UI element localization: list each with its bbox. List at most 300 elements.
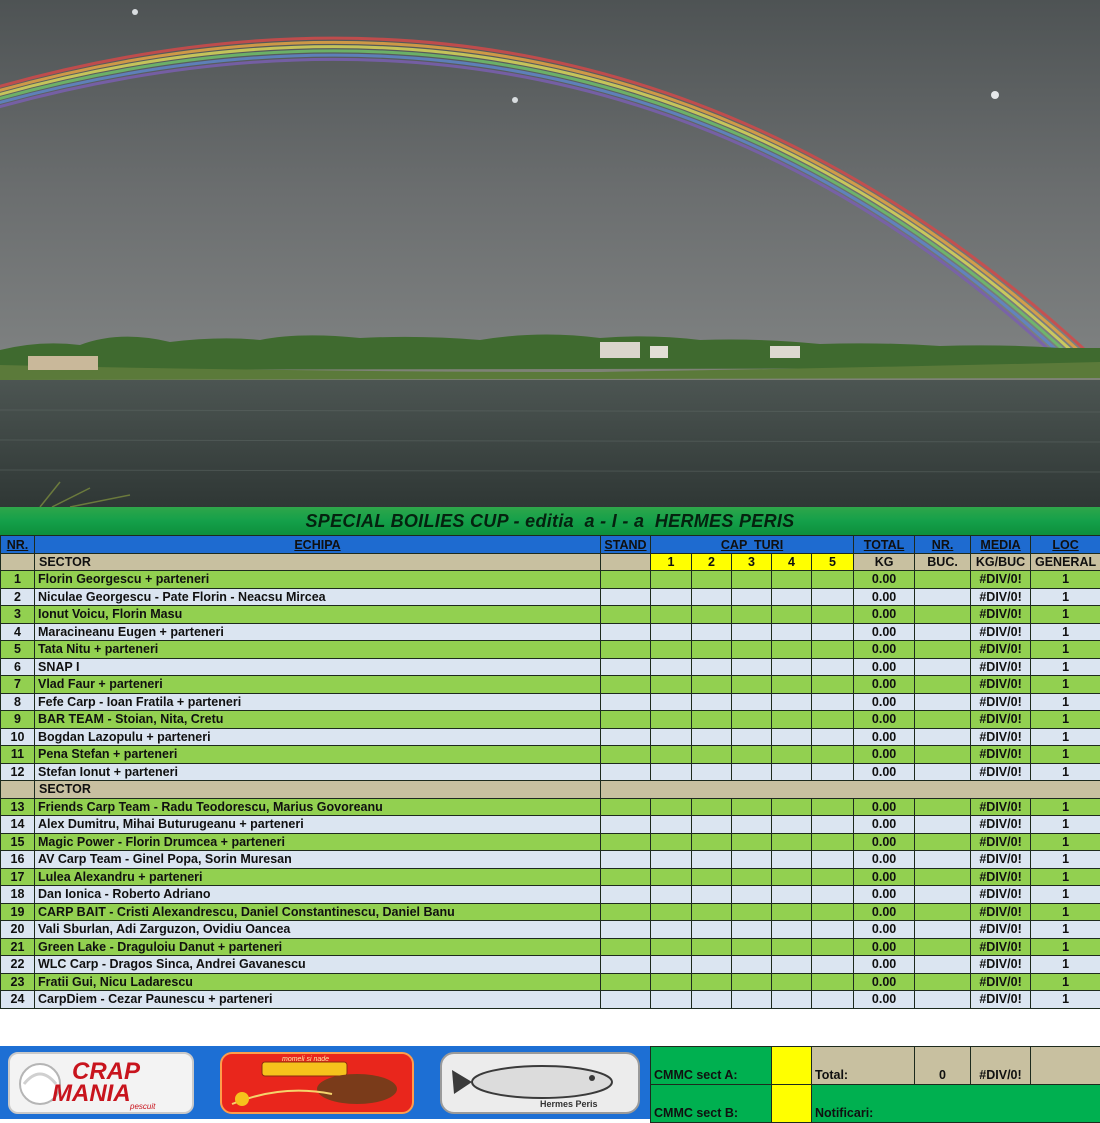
media-cell: #DIV/0!	[971, 676, 1031, 694]
stand-cell	[601, 973, 651, 991]
loc-cell: 1	[1031, 921, 1100, 939]
media-cell: #DIV/0!	[971, 921, 1031, 939]
team-name: Pena Stefan + parteneri	[35, 746, 601, 764]
turn-1-cell	[651, 816, 692, 834]
stand-cell	[601, 693, 651, 711]
buc-cell	[915, 903, 971, 921]
crap-mania-word-2: MANIA	[52, 1080, 131, 1107]
turn-5-cell	[812, 938, 854, 956]
turn-5-cell	[812, 833, 854, 851]
team-name: Fefe Carp - Ioan Fratila + parteneri	[35, 693, 601, 711]
team-number: 12	[1, 763, 35, 781]
header-row	[1, 536, 1100, 554]
turn-2-cell	[692, 868, 732, 886]
turn-2-cell	[692, 851, 732, 869]
media-cell: #DIV/0!	[971, 833, 1031, 851]
turn-1-cell	[651, 746, 692, 764]
turn-2-cell	[692, 623, 732, 641]
total-kg-cell: 0.00	[854, 868, 915, 886]
loc-cell: 1	[1031, 658, 1100, 676]
subheader-buc: BUC.	[915, 553, 971, 571]
table-row	[1, 816, 1100, 834]
turn-1-cell	[651, 588, 692, 606]
team-name: Lulea Alexandru + parteneri	[35, 868, 601, 886]
turn-1: 1	[651, 553, 692, 571]
media-cell: #DIV/0!	[971, 746, 1031, 764]
media-cell: #DIV/0!	[971, 571, 1031, 589]
turn-5-cell	[812, 588, 854, 606]
notificari-label: Notificari:	[812, 1085, 1100, 1123]
turn-3-cell	[732, 991, 772, 1009]
buc-cell	[915, 868, 971, 886]
turn-4-cell	[772, 746, 812, 764]
turn-2-cell	[692, 886, 732, 904]
team-name: WLC Carp - Dragos Sinca, Andrei Gavanescu	[35, 956, 601, 974]
stand-cell	[601, 746, 651, 764]
team-name: Ionut Voicu, Florin Masu	[35, 606, 601, 624]
table-row	[1, 921, 1100, 939]
turn-4-cell	[772, 658, 812, 676]
turn-3-cell	[732, 851, 772, 869]
subheader-row	[1, 553, 1100, 571]
summary-row-a	[651, 1047, 1100, 1085]
turn-3-cell	[732, 676, 772, 694]
buc-cell	[915, 816, 971, 834]
stand-cell	[601, 851, 651, 869]
sector-a-rows	[1, 571, 1100, 781]
team-name: CarpDiem - Cezar Paunescu + parteneri	[35, 991, 601, 1009]
media-cell: #DIV/0!	[971, 658, 1031, 676]
turn-5-cell	[812, 956, 854, 974]
turn-2: 2	[692, 553, 732, 571]
turn-1-cell	[651, 623, 692, 641]
turn-2-cell	[692, 763, 732, 781]
turn-3-cell	[732, 973, 772, 991]
turn-2-cell	[692, 641, 732, 659]
media-cell: #DIV/0!	[971, 903, 1031, 921]
turn-3-cell	[732, 746, 772, 764]
table-row	[1, 676, 1100, 694]
buc-cell	[915, 833, 971, 851]
loc-cell: 1	[1031, 571, 1100, 589]
stand-cell	[601, 588, 651, 606]
table-row	[1, 886, 1100, 904]
crap-mania-word-1: CRAP	[72, 1058, 141, 1085]
turn-4-cell	[772, 921, 812, 939]
turn-4: 4	[772, 553, 812, 571]
turn-1-cell	[651, 886, 692, 904]
team-number: 8	[1, 693, 35, 711]
team-number: 19	[1, 903, 35, 921]
buc-cell	[915, 641, 971, 659]
team-number: 14	[1, 816, 35, 834]
loc-cell: 1	[1031, 746, 1100, 764]
turn-4-cell	[772, 938, 812, 956]
team-number: 16	[1, 851, 35, 869]
buc-cell	[915, 728, 971, 746]
table-row	[1, 728, 1100, 746]
team-name: Friends Carp Team - Radu Teodorescu, Marius Govoreanu	[35, 798, 601, 816]
total-kg-cell: 0.00	[854, 728, 915, 746]
turn-5-cell	[812, 676, 854, 694]
table-row	[1, 623, 1100, 641]
total-kg-cell: 0.00	[854, 938, 915, 956]
team-name: Fratii Gui, Nicu Ladarescu	[35, 973, 601, 991]
turn-5-cell	[812, 641, 854, 659]
turn-3-cell	[732, 833, 772, 851]
total-kg-cell: 0.00	[854, 886, 915, 904]
turn-2-cell	[692, 606, 732, 624]
buc-cell	[915, 676, 971, 694]
stand-cell	[601, 833, 651, 851]
loc-cell: 1	[1031, 763, 1100, 781]
buc-cell	[915, 921, 971, 939]
turn-4-cell	[772, 606, 812, 624]
team-name: SNAP I	[35, 658, 601, 676]
table-row	[1, 956, 1100, 974]
team-number: 11	[1, 746, 35, 764]
turn-2-cell	[692, 903, 732, 921]
header-media: MEDIA	[971, 536, 1031, 554]
team-name: Niculae Georgescu - Pate Florin - Neacsu Mircea	[35, 588, 601, 606]
turn-2-cell	[692, 746, 732, 764]
table-row	[1, 833, 1100, 851]
total-kg-cell: 0.00	[854, 798, 915, 816]
table-row	[1, 658, 1100, 676]
loc-cell: 1	[1031, 956, 1100, 974]
team-name: CARP BAIT - Cristi Alexandrescu, Daniel Constantinescu, Daniel Banu	[35, 903, 601, 921]
total-kg: 0	[915, 1047, 971, 1085]
turn-1-cell	[651, 973, 692, 991]
header-echipa: ECHIPA	[35, 536, 601, 554]
team-name: Vali Sburlan, Adi Zarguzon, Ovidiu Oancea	[35, 921, 601, 939]
stand-cell	[601, 798, 651, 816]
stand-cell	[601, 921, 651, 939]
turn-1-cell	[651, 851, 692, 869]
sector-b-row	[1, 781, 1100, 799]
turn-5-cell	[812, 921, 854, 939]
turn-5-cell	[812, 798, 854, 816]
team-name: BAR TEAM - Stoian, Nita, Cretu	[35, 711, 601, 729]
turn-1-cell	[651, 921, 692, 939]
buc-cell	[915, 851, 971, 869]
turn-1-cell	[651, 763, 692, 781]
header-loc: LOC	[1031, 536, 1100, 554]
turn-4-cell	[772, 886, 812, 904]
turn-2-cell	[692, 658, 732, 676]
turn-3-cell	[732, 588, 772, 606]
turn-3-cell	[732, 921, 772, 939]
buc-cell	[915, 886, 971, 904]
turn-3-cell	[732, 693, 772, 711]
turn-5: 5	[812, 553, 854, 571]
team-number: 21	[1, 938, 35, 956]
turn-5-cell	[812, 623, 854, 641]
hermes-peris-label: Hermes Peris	[540, 1099, 598, 1109]
turn-2-cell	[692, 711, 732, 729]
stab-baits-logo	[220, 1052, 414, 1114]
buc-cell	[915, 798, 971, 816]
subheader-blank	[1, 553, 35, 571]
table-row	[1, 711, 1100, 729]
media-cell: #DIV/0!	[971, 868, 1031, 886]
turn-1-cell	[651, 868, 692, 886]
turn-4-cell	[772, 956, 812, 974]
buc-cell	[915, 991, 971, 1009]
cmmc-sect-a-value	[772, 1047, 812, 1085]
turn-2-cell	[692, 588, 732, 606]
hero-photo	[0, 0, 1100, 507]
buc-cell	[915, 746, 971, 764]
turn-1-cell	[651, 798, 692, 816]
stand-cell	[601, 606, 651, 624]
loc-cell: 1	[1031, 973, 1100, 991]
turn-4-cell	[772, 833, 812, 851]
team-name: Maracineanu Eugen + parteneri	[35, 623, 601, 641]
team-number: 13	[1, 798, 35, 816]
loc-cell: 1	[1031, 991, 1100, 1009]
turn-5-cell	[812, 973, 854, 991]
loc-cell: 1	[1031, 833, 1100, 851]
table-row	[1, 571, 1100, 589]
total-kg-cell: 0.00	[854, 676, 915, 694]
loc-cell: 1	[1031, 676, 1100, 694]
buc-cell	[915, 711, 971, 729]
team-name: Stefan Ionut + parteneri	[35, 763, 601, 781]
total-loc-blank	[1031, 1047, 1100, 1085]
team-number: 3	[1, 606, 35, 624]
subheader-kg: KG	[854, 553, 915, 571]
total-kg-cell: 0.00	[854, 693, 915, 711]
subheader-stand-blank	[601, 553, 651, 571]
total-kg-cell: 0.00	[854, 763, 915, 781]
turn-5-cell	[812, 693, 854, 711]
turn-3-cell	[732, 798, 772, 816]
buc-cell	[915, 956, 971, 974]
turn-5-cell	[812, 658, 854, 676]
team-number: 24	[1, 991, 35, 1009]
table-row	[1, 903, 1100, 921]
turn-1-cell	[651, 833, 692, 851]
table-row	[1, 798, 1100, 816]
table-row	[1, 991, 1100, 1009]
turn-2-cell	[692, 956, 732, 974]
team-number: 9	[1, 711, 35, 729]
turn-4-cell	[772, 623, 812, 641]
buc-cell	[915, 623, 971, 641]
buc-cell	[915, 973, 971, 991]
media-cell: #DIV/0!	[971, 973, 1031, 991]
turn-4-cell	[772, 763, 812, 781]
turn-4-cell	[772, 973, 812, 991]
stand-cell	[601, 938, 651, 956]
total-kg-cell: 0.00	[854, 921, 915, 939]
turn-3-cell	[732, 623, 772, 641]
team-number: 20	[1, 921, 35, 939]
header-stand: STAND	[601, 536, 651, 554]
turn-3-cell	[732, 956, 772, 974]
turn-5-cell	[812, 816, 854, 834]
team-name: Magic Power - Florin Drumcea + parteneri	[35, 833, 601, 851]
stand-cell	[601, 711, 651, 729]
turn-5-cell	[812, 571, 854, 589]
turn-2-cell	[692, 833, 732, 851]
turn-1-cell	[651, 938, 692, 956]
team-name: Vlad Faur + parteneri	[35, 676, 601, 694]
media-cell: #DIV/0!	[971, 763, 1031, 781]
turn-5-cell	[812, 886, 854, 904]
total-kg-cell: 0.00	[854, 711, 915, 729]
loc-cell: 1	[1031, 588, 1100, 606]
turn-1-cell	[651, 571, 692, 589]
turn-1-cell	[651, 956, 692, 974]
title-band	[0, 507, 1100, 535]
team-number: 2	[1, 588, 35, 606]
turn-5-cell	[812, 711, 854, 729]
turn-4-cell	[772, 676, 812, 694]
table-row	[1, 746, 1100, 764]
media-cell: #DIV/0!	[971, 938, 1031, 956]
media-cell: #DIV/0!	[971, 728, 1031, 746]
turn-4-cell	[772, 868, 812, 886]
crap-mania-tagline: pescuit	[129, 1102, 156, 1111]
buc-cell	[915, 658, 971, 676]
cmmc-sect-b-label: CMMC sect B:	[651, 1085, 772, 1123]
media-cell: #DIV/0!	[971, 711, 1031, 729]
table-row	[1, 693, 1100, 711]
summary-row-b	[651, 1085, 1100, 1123]
sector-b-label: SECTOR	[35, 781, 601, 799]
subheader-general: GENERAL	[1031, 553, 1100, 571]
turn-4-cell	[772, 851, 812, 869]
turn-3-cell	[732, 886, 772, 904]
turn-2-cell	[692, 921, 732, 939]
team-name: Alex Dumitru, Mihai Buturugeanu + parteneri	[35, 816, 601, 834]
loc-cell: 1	[1031, 606, 1100, 624]
total-kg-cell: 0.00	[854, 746, 915, 764]
team-number: 6	[1, 658, 35, 676]
stand-cell	[601, 641, 651, 659]
buc-cell	[915, 938, 971, 956]
team-number: 4	[1, 623, 35, 641]
turn-2-cell	[692, 571, 732, 589]
lake-rainbow-image	[0, 0, 1100, 507]
turn-5-cell	[812, 851, 854, 869]
stand-cell	[601, 868, 651, 886]
loc-cell: 1	[1031, 816, 1100, 834]
turn-1-cell	[651, 903, 692, 921]
total-kg-cell: 0.00	[854, 851, 915, 869]
loc-cell: 1	[1031, 693, 1100, 711]
media-cell: #DIV/0!	[971, 956, 1031, 974]
table-row	[1, 868, 1100, 886]
loc-cell: 1	[1031, 851, 1100, 869]
turn-3-cell	[732, 728, 772, 746]
cmmc-sect-a-label: CMMC sect A:	[651, 1047, 772, 1085]
turn-3-cell	[732, 938, 772, 956]
turn-1-cell	[651, 991, 692, 1009]
turn-3-cell	[732, 763, 772, 781]
turn-3-cell	[732, 903, 772, 921]
table-row	[1, 588, 1100, 606]
turn-1-cell	[651, 711, 692, 729]
turn-5-cell	[812, 606, 854, 624]
turn-2-cell	[692, 728, 732, 746]
loc-cell: 1	[1031, 886, 1100, 904]
turn-3-cell	[732, 816, 772, 834]
turn-4-cell	[772, 903, 812, 921]
total-kg-cell: 0.00	[854, 956, 915, 974]
media-cell: #DIV/0!	[971, 851, 1031, 869]
turn-4-cell	[772, 588, 812, 606]
stand-cell	[601, 956, 651, 974]
stand-cell	[601, 623, 651, 641]
turn-4-cell	[772, 571, 812, 589]
turn-5-cell	[812, 903, 854, 921]
total-kg-cell: 0.00	[854, 991, 915, 1009]
total-kg-cell: 0.00	[854, 833, 915, 851]
team-number: 5	[1, 641, 35, 659]
media-cell: #DIV/0!	[971, 816, 1031, 834]
turn-4-cell	[772, 728, 812, 746]
team-number: 1	[1, 571, 35, 589]
buc-cell	[915, 588, 971, 606]
turn-3-cell	[732, 606, 772, 624]
stand-cell	[601, 728, 651, 746]
media-cell: #DIV/0!	[971, 991, 1031, 1009]
turn-4-cell	[772, 641, 812, 659]
team-number: 23	[1, 973, 35, 991]
buc-cell	[915, 693, 971, 711]
total-kg-cell: 0.00	[854, 606, 915, 624]
header-cap-turi: CAP TURI	[651, 536, 854, 554]
sector-b-fill	[601, 781, 1100, 799]
turn-3: 3	[732, 553, 772, 571]
turn-1-cell	[651, 693, 692, 711]
stand-cell	[601, 571, 651, 589]
team-number: 7	[1, 676, 35, 694]
turn-5-cell	[812, 868, 854, 886]
standings-table	[0, 535, 1100, 1009]
media-cell: #DIV/0!	[971, 641, 1031, 659]
turn-1-cell	[651, 728, 692, 746]
loc-cell: 1	[1031, 728, 1100, 746]
turn-4-cell	[772, 816, 812, 834]
summary-table	[650, 1046, 1100, 1123]
stand-cell	[601, 763, 651, 781]
stab-baits-emblem	[222, 1054, 412, 1112]
table-row	[1, 606, 1100, 624]
media-cell: #DIV/0!	[971, 798, 1031, 816]
turn-5-cell	[812, 991, 854, 1009]
turn-5-cell	[812, 763, 854, 781]
turn-2-cell	[692, 798, 732, 816]
turn-5-cell	[812, 728, 854, 746]
stand-cell	[601, 991, 651, 1009]
hermes-peris-logo	[440, 1052, 640, 1114]
total-label: Total:	[812, 1047, 915, 1085]
loc-cell: 1	[1031, 711, 1100, 729]
turn-1-cell	[651, 676, 692, 694]
total-kg-cell: 0.00	[854, 623, 915, 641]
stand-cell	[601, 903, 651, 921]
buc-cell	[915, 763, 971, 781]
turn-2-cell	[692, 991, 732, 1009]
total-kg-cell: 0.00	[854, 816, 915, 834]
turn-3-cell	[732, 868, 772, 886]
total-media: #DIV/0!	[971, 1047, 1031, 1085]
total-kg-cell: 0.00	[854, 588, 915, 606]
